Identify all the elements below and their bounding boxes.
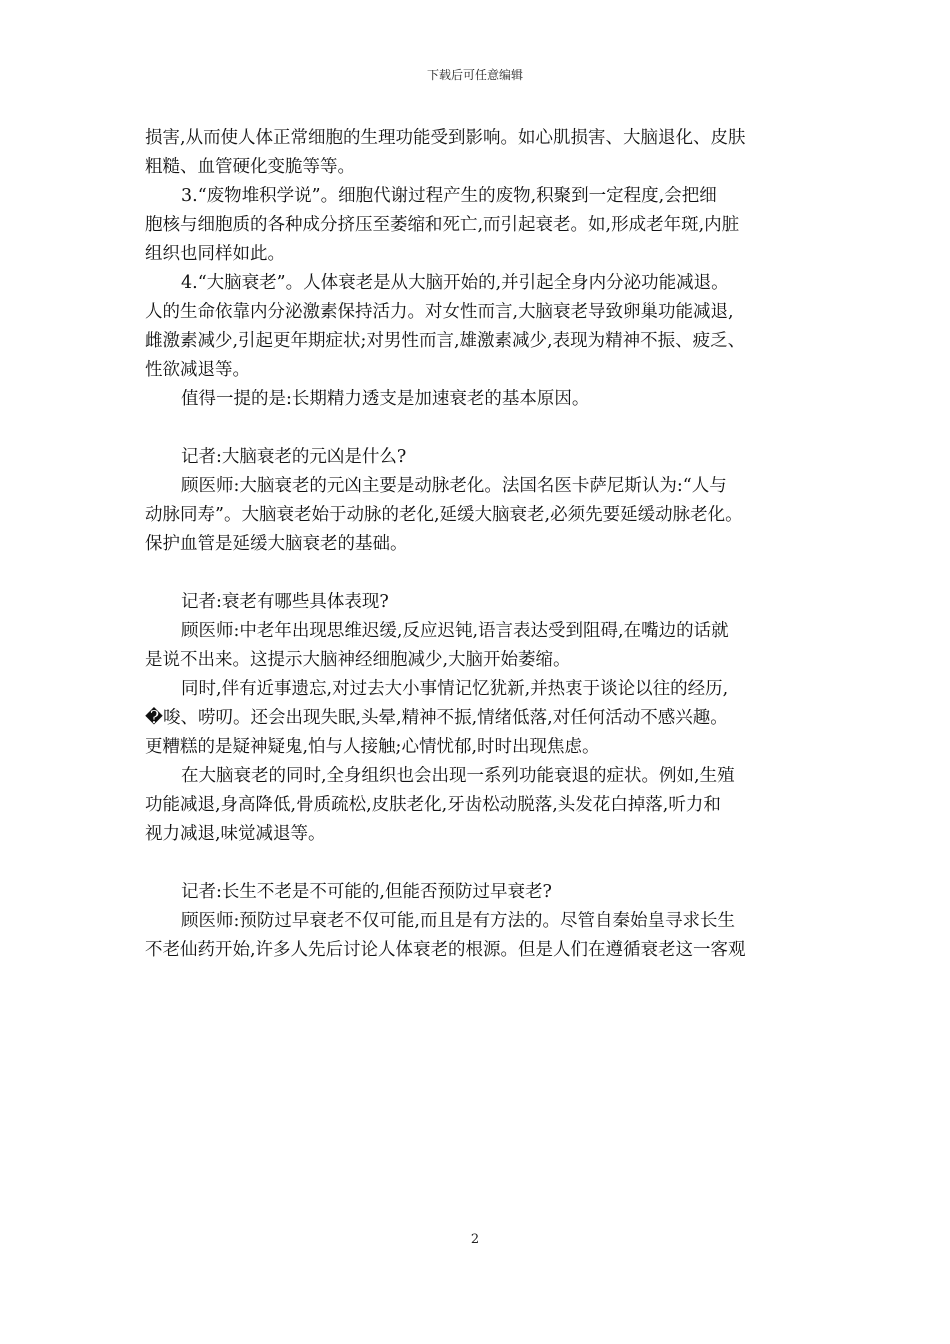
text-line: 值得一提的是:长期精力透支是加速衰老的基本原因。 [181, 389, 590, 409]
text-line: 性欲减退等。 [145, 360, 250, 380]
reporter-question: 记者:衰老有哪些具体表现? [181, 592, 389, 612]
page-header: 下载后可任意编辑 [426, 68, 523, 82]
paragraph-gap [145, 414, 810, 443]
text-line: �唆、唠叨。还会出现失眠,头晕,精神不振,情绪低落,对任何活动不感兴趣。 [145, 708, 728, 728]
doctor-answer: 顾医师:中老年出现思维迟缓,反应迟钝,语言表达受到阻碍,在嘴边的话就 [181, 621, 729, 641]
page-number: 2 [470, 1232, 480, 1247]
reporter-question: 记者:大脑衰老的元凶是什么? [181, 447, 407, 467]
text-line: 是说不出来。这提示大脑神经细胞减少,大脑开始萎缩。 [145, 650, 571, 670]
text-line: 粗糙、血管硬化变脆等等。 [145, 157, 355, 177]
text-line: 在大脑衰老的同时,全身组织也会出现一系列功能衰退的症状。例如,生殖 [181, 766, 735, 786]
text-line: 功能减退,身高降低,骨质疏松,皮肤老化,牙齿松动脱落,头发花白掉落,听力和 [145, 795, 721, 815]
text-line: 人的生命依靠内分泌激素保持活力。对女性而言,大脑衰老导致卵巢功能减退, [145, 302, 734, 322]
text-line: 雌激素减少,引起更年期症状;对男性而言,雄激素减少,表现为精神不振、疲乏、 [145, 331, 746, 351]
text-line: 保护血管是延缓大脑衰老的基础。 [145, 534, 408, 554]
text-line: 不老仙药开始,许多人先后讨论人体衰老的根源。但是人们在遵循衰老这一客观 [145, 940, 746, 960]
text-line: 动脉同寿”。大脑衰老始于动脉的老化,延缓大脑衰老,必须先要延缓动脉老化。 [145, 505, 743, 525]
document-body [145, 124, 810, 965]
doctor-answer: 顾医师:大脑衰老的元凶主要是动脉老化。法国名医卡萨尼斯认为:“人与 [181, 476, 727, 496]
doctor-answer: 顾医师:预防过早衰老不仅可能,而且是有方法的。尽管自秦始皇寻求长生 [181, 911, 735, 931]
text-line: 同时,伴有近事遗忘,对过去大小事情记忆犹新,并热衷于谈论以往的经历, [181, 679, 729, 699]
text-line: 组织也同样如此。 [145, 244, 285, 264]
paragraph-gap [145, 849, 810, 878]
text-line: 4.“大脑衰老”。人体衰老是从大脑开始的,并引起全身内分泌功能减退。 [181, 273, 729, 293]
paragraph-gap [145, 559, 810, 588]
text-line: 损害,从而使人体正常细胞的生理功能受到影响。如心肌损害、大脑退化、皮肤 [145, 128, 746, 148]
text-line: 3.“废物堆积学说”。细胞代谢过程产生的废物,积聚到一定程度,会把细 [181, 186, 717, 206]
text-line: 更糟糕的是疑神疑鬼,怕与人接触;心情忧郁,时时出现焦虑。 [145, 737, 600, 757]
text-line: 胞核与细胞质的各种成分挤压至萎缩和死亡,而引起衰老。如,形成老年斑,内脏 [145, 215, 740, 235]
text-line: 视力减退,味觉减退等。 [145, 824, 326, 844]
reporter-question: 记者:长生不老是不可能的,但能否预防过早衰老? [181, 882, 552, 902]
